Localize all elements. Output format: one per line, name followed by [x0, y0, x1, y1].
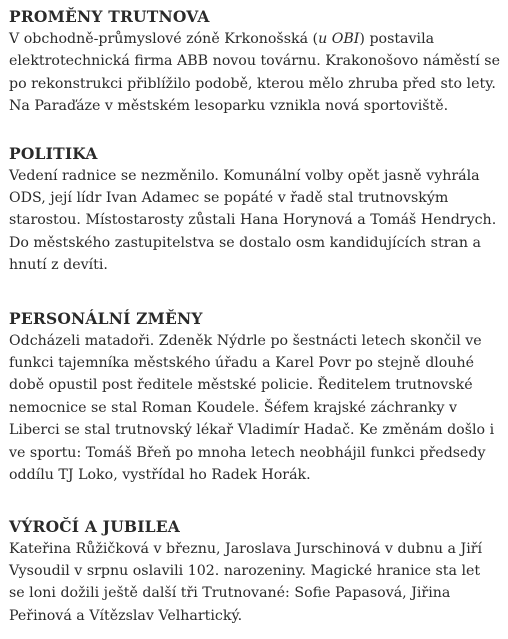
section-heading: VÝROČÍ A JUBILEA [9, 516, 181, 536]
spacer [9, 487, 500, 516]
spacer [9, 118, 500, 143]
body-text-italic: u OBI [318, 31, 360, 47]
section-politika [9, 143, 500, 277]
section-personalni-zmeny [9, 308, 500, 487]
section-body: Odcházeli matadoři. Zdeněk Nýdrle po šestnácti letech skončil ve funkci tajemníka městského úřadu a Karel Povr po stejně dlouhé době opustil post ředitele městské policie. Ředitelem trutnovské nemocnice se stal Roman Koudele. Šéfem krajské záchranky v Liberci se stal trutnovský lékař Vladimír Hadač. Ke změnám došlo i ve sportu: Tomáš Břeň po mnoha letech neobhájil funkci předsedy oddílu TJ Loko, vystřídal ho Radek Horák. [9, 332, 495, 484]
section-promeny-trutnova [9, 6, 500, 118]
body-text-start: V obchodně-průmyslové zóně Krkonošská ( [9, 31, 319, 47]
section-body [9, 28, 500, 118]
section-vyroci-a-jubilea [9, 516, 500, 628]
section-body: Kateřina Růžičková v březnu, Jaroslava Jurschinová v dubnu a Jiří Vysoudil v srpnu oslavili 102. narozeniny. Magické hranice sta let se loni dožili ještě další tři Trutnované: Sofie Papasová, Jiřina Peřinová a Vítězslav Velhartický. [9, 540, 483, 624]
section-body: Vedení radnice se nezměnilo. Komunální volby opět jasně vyhrála ODS, její lídr Ivan Adamec se popáté v řadě stal trutnovským starostou. Místostarosty zůstali Hana Horynová a Tomáš Hendrych. Do městského zastupitelstva se dostalo osm kandidujících stran a hnutí z devíti. [9, 167, 497, 274]
spacer [9, 277, 500, 308]
section-heading: PERSONÁLNÍ ZMĚNY [9, 308, 203, 328]
section-heading: PROMĚNY TRUTNOVA [9, 7, 210, 26]
section-heading: POLITIKA [9, 143, 98, 163]
body-text-end: ) postavila elektrotechnická firma ABB novou továrnu. Krakonošovo náměstí se po rekonstrukci přiblížilo podobě, kterou mělo zhruba před sto lety. Na Paraďáze v městském lesoparku vznikla nová sportoviště. [9, 31, 500, 115]
